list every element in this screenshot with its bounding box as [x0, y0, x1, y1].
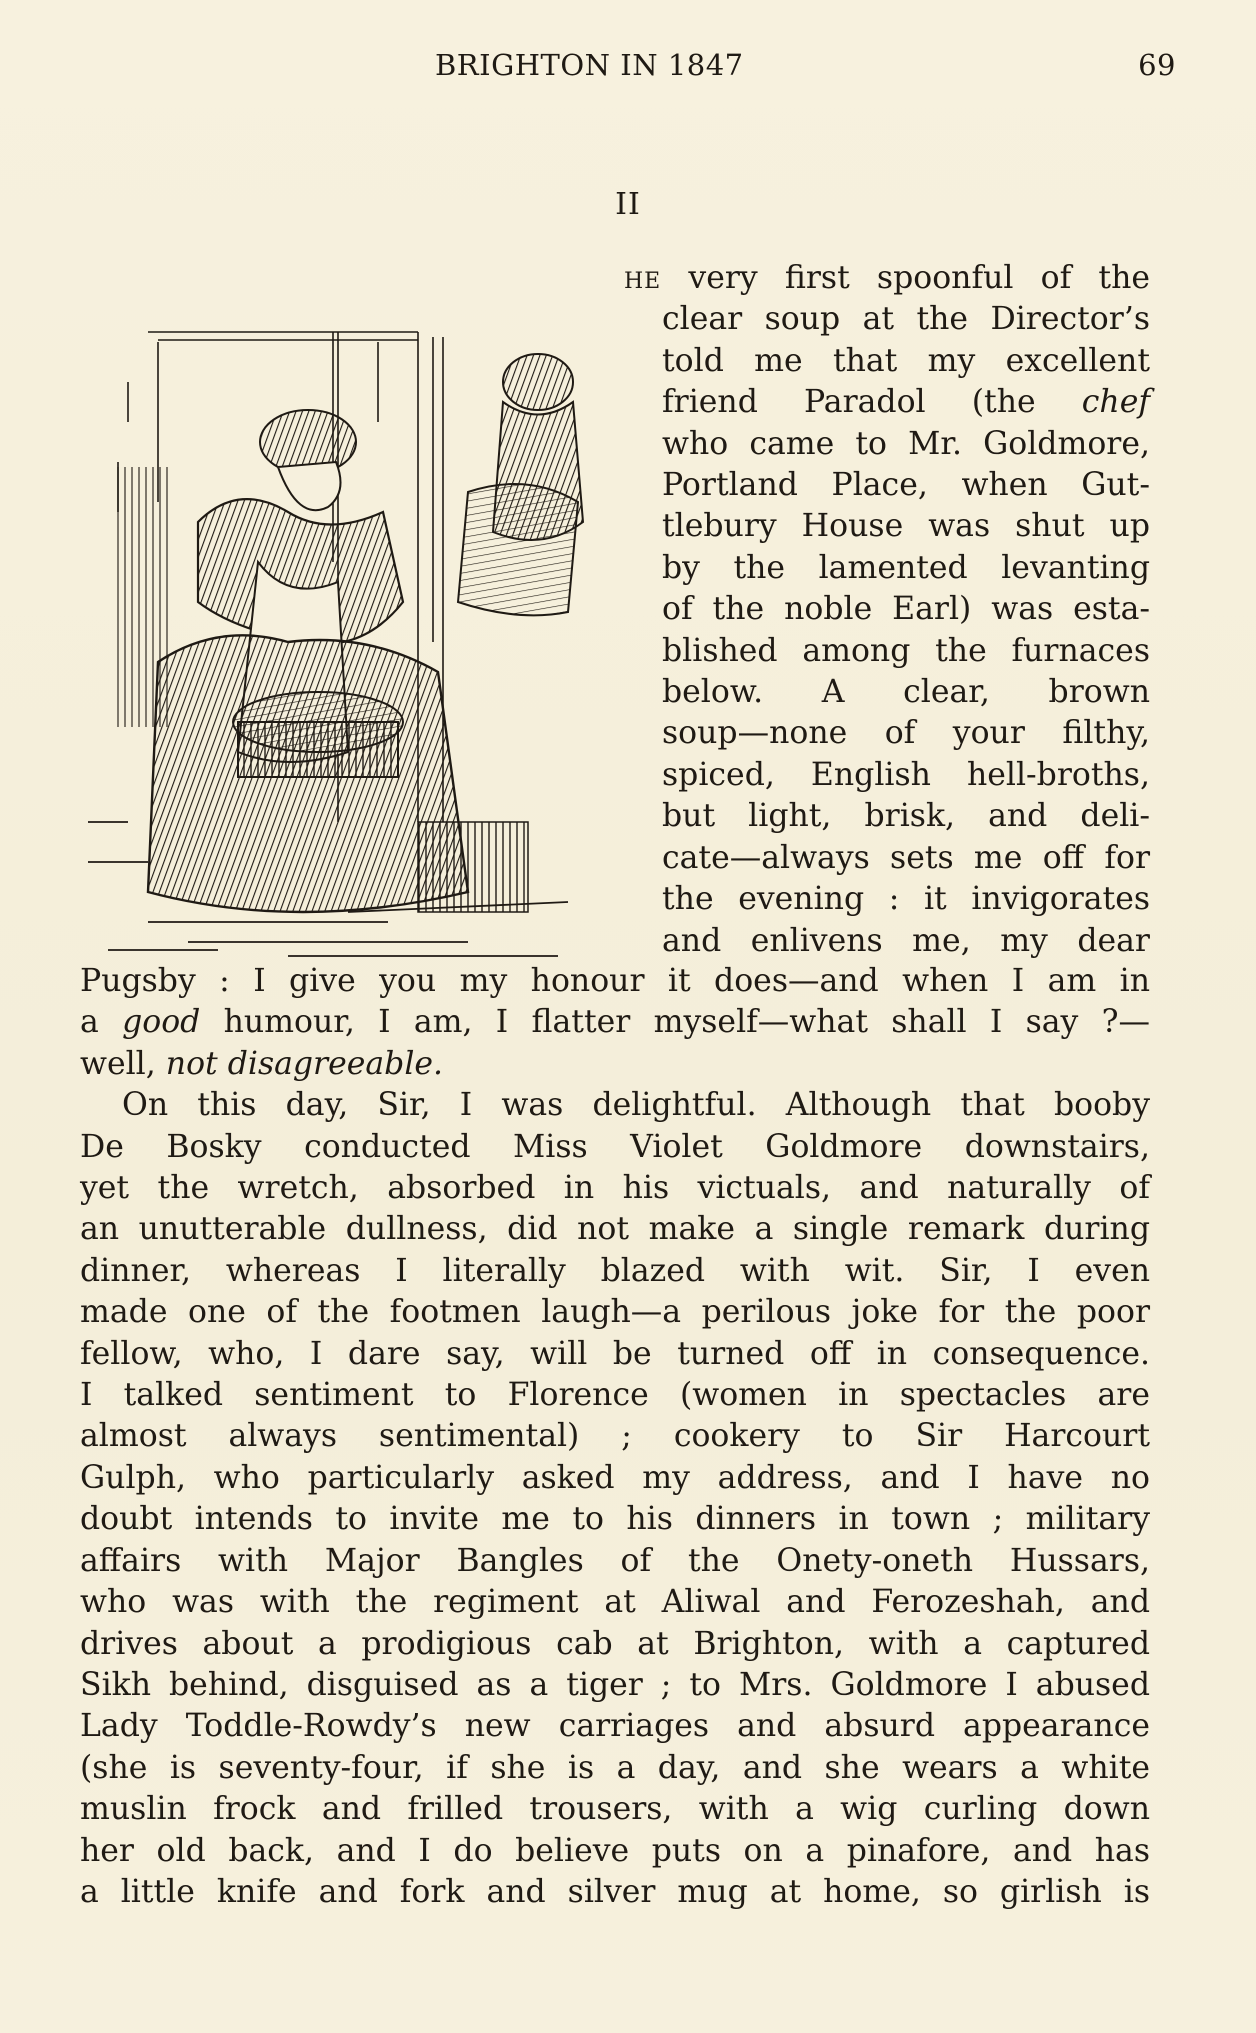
- text-line: who was with the regiment at Aliwal and Ferozeshah, and: [80, 1584, 1150, 1621]
- text-line: Gulph, who particularly asked my address, and I have no: [80, 1459, 1150, 1496]
- section-number: II: [615, 187, 641, 222]
- italic-word: not disagreeable.: [165, 1045, 444, 1082]
- text-span: a: [80, 1004, 123, 1041]
- text-line: almost always sentimental) ; cookery to Sir Harcourt: [80, 1418, 1150, 1455]
- drop-cap-remainder: he: [624, 260, 662, 296]
- text-line: her old back, and I do believe puts on a pinafore, and has: [80, 1832, 1150, 1869]
- text-line: an unutterable dullness, did not make a single remark during: [80, 1211, 1150, 1248]
- text-line: and enlivens me, my dear: [662, 922, 1150, 959]
- text-line: spiced, English hell-broths,: [662, 756, 1150, 793]
- italic-word: good: [122, 1004, 201, 1041]
- paragraph-start-line: On this day, Sir, I was delightful. Although that booby: [122, 1087, 1150, 1124]
- wrapped-text-column: [624, 258, 1150, 962]
- text-span: very first spoonful of the: [661, 260, 1150, 296]
- text-line: by the lamented levanting: [662, 549, 1150, 586]
- text-line: a little knife and fork and silver mug at home, so girlish is: [80, 1873, 1150, 1910]
- text-line: blished among the furnaces: [662, 632, 1150, 669]
- running-title: BRIGHTON IN 1847: [435, 48, 744, 82]
- text-line: [662, 382, 1150, 423]
- text-span: humour, I am, I flatter myself—what shall I say ?—: [200, 1004, 1151, 1041]
- text-line: made one of the footmen laugh—a perilous joke for the poor: [80, 1294, 1150, 1331]
- text-span: friend Paradol (the: [662, 384, 1082, 421]
- text-line: fellow, who, I dare say, will be turned off in consequence.: [80, 1335, 1150, 1372]
- woodcut-illustration-icon: [88, 262, 628, 962]
- text-line: who came to Mr. Goldmore,: [662, 425, 1150, 462]
- text-line: (she is seventy-four, if she is a day, and she wears a white: [80, 1749, 1150, 1786]
- italic-word: chef: [1081, 384, 1150, 421]
- text-line: below. A clear, brown: [662, 674, 1150, 711]
- text-line: Lady Toddle-Rowdy’s new carriages and absurd appearance: [80, 1708, 1150, 1745]
- text-line: yet the wretch, absorbed in his victuals, and naturally of: [80, 1170, 1150, 1207]
- text-line: but light, brisk, and deli-: [662, 798, 1150, 835]
- text-line: clear soup at the Director’s: [662, 301, 1150, 338]
- text-line: [80, 1044, 1150, 1085]
- running-head: [80, 48, 1176, 88]
- text-line: muslin frock and frilled trousers, with a wig curling down: [80, 1791, 1150, 1828]
- text-line: tlebury House was shut up: [662, 508, 1150, 545]
- text-line: of the noble Earl) was esta-: [662, 591, 1150, 628]
- text-line: Portland Place, when Gut-: [662, 467, 1150, 504]
- page-number: 69: [1138, 48, 1176, 82]
- text-line: [80, 1002, 1150, 1043]
- text-line: De Bosky conducted Miss Violet Goldmore downstairs,: [80, 1128, 1150, 1165]
- text-line: the evening : it invigorates: [662, 881, 1150, 918]
- text-line: affairs with Major Bangles of the Onety-oneth Hussars,: [80, 1542, 1150, 1579]
- text-line: doubt intends to invite me to his dinners in town ; military: [80, 1501, 1150, 1538]
- text-line: dinner, whereas I literally blazed with wit. Sir, I even: [80, 1252, 1150, 1289]
- text-line: Pugsby : I give you my honour it does—and when I am in: [80, 963, 1150, 999]
- body-text: [80, 961, 1150, 1913]
- text-line: drives about a prodigious cab at Brighton, with a captured: [80, 1625, 1150, 1662]
- text-span: well,: [80, 1045, 166, 1082]
- text-line: Sikh behind, disguised as a tiger ; to Mrs. Goldmore I abused: [80, 1666, 1150, 1703]
- text-line: cate—always sets me off for: [662, 839, 1150, 876]
- text-line: I talked sentiment to Florence (women in spectacles are: [80, 1377, 1150, 1414]
- text-line: [624, 258, 1150, 299]
- text-line: told me that my excellent: [662, 342, 1150, 379]
- text-line: soup—none of your filthy,: [662, 715, 1150, 752]
